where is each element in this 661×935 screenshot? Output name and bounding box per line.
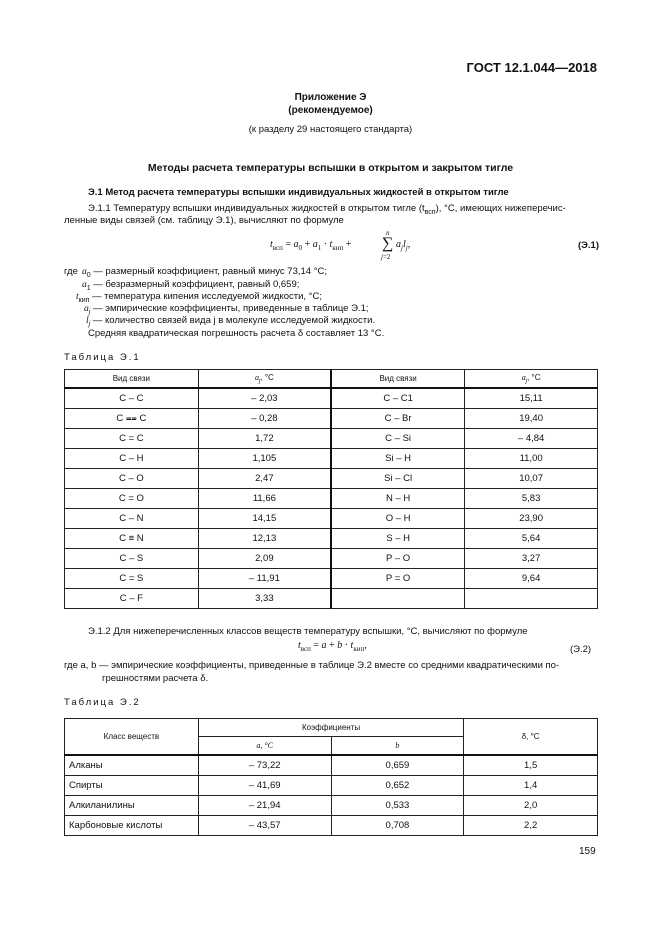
table-2-caption: Таблица Э.2 (64, 697, 141, 708)
table-cell: N – H (331, 489, 465, 509)
where-line-2: грешностями расчета δ. (102, 673, 209, 684)
table-cell: 5,64 (465, 529, 598, 549)
appendix-reference: (к разделу 29 настоящего стандарта) (248, 124, 413, 135)
table-1-header (65, 370, 598, 389)
table-row (65, 776, 598, 796)
header-delta: δ, °С (464, 719, 598, 756)
table-cell: Si – H (331, 449, 465, 469)
table-cell: Спирты (65, 776, 199, 796)
table-row (65, 509, 598, 529)
table-row (65, 449, 598, 469)
table-cell: 2,2 (464, 816, 598, 836)
table-cell: – 73,22 (198, 755, 331, 776)
table-cell: C – H (65, 449, 199, 469)
accuracy-note: Средняя квадратическая погрешность расчета δ составляет 13 °С. (88, 328, 385, 339)
table-cell: 10,07 (465, 469, 598, 489)
table-cell: P – O (331, 549, 465, 569)
paragraph-e12: Э.1.2 Для нижеперечисленных классов веществ температуру вспышки, °С, вычисляют по формуле (88, 626, 528, 637)
table-row (65, 388, 598, 409)
table-cell: 9,64 (465, 569, 598, 589)
table-cell: 1,105 (198, 449, 331, 469)
paragraph-line-1: Э.1.1 Температуру вспышки индивидуальных жидкостей в открытом тигле $(t_{всп})$, °С, имеющих нижеперечис- (88, 203, 566, 216)
formula-2-number: (Э.2) (570, 644, 592, 655)
table-cell: 1,5 (464, 755, 598, 776)
table-cell: 23,90 (465, 509, 598, 529)
header-bond-type: Вид связи (65, 370, 199, 389)
table-row (65, 796, 598, 816)
formula-1: $t_{всп} = a_0 + a_1 \cdot t_{кип}$ + n ∑ j=2 $a_jl_j$, (270, 229, 411, 261)
table-cell: – 21,94 (198, 796, 331, 816)
table-cell: 11,00 (465, 449, 598, 469)
table-cell: C – C (65, 388, 199, 409)
table-2 (64, 718, 598, 836)
header-b: b (331, 737, 464, 756)
formula-2: $t_{всп} = a + b \cdot t_{кип}$, (298, 640, 367, 653)
table-cell: Алканы (65, 755, 199, 776)
table-1 (64, 369, 598, 609)
definition-item: $t_{кип}$ — температура кипения исследуемой жидкости, °С; (76, 291, 322, 304)
table-cell: – 43,57 (198, 816, 331, 836)
definition-item: $a_0$ — размерный коэффициент, равный минус 73,14 °С; (82, 266, 328, 279)
table-cell: – 11,91 (198, 569, 331, 589)
table-row (65, 569, 598, 589)
table-cell: Алкиланилины (65, 796, 199, 816)
table-cell: C – Si (331, 429, 465, 449)
definition-item: $a_j$ — эмпирические коэффициенты, приведенные в таблице Э.1; (84, 303, 369, 316)
formula-1-number: (Э.1) (578, 240, 600, 251)
table-cell: 2,09 (198, 549, 331, 569)
table-row (65, 549, 598, 569)
table-cell: 11,66 (198, 489, 331, 509)
table-2-header-row (65, 719, 598, 737)
table-cell: 3,33 (198, 589, 331, 609)
table-cell: 19,40 (465, 409, 598, 429)
appendix-status: (рекомендуемое) (288, 105, 373, 116)
table-cell: C ⩵ C (65, 409, 199, 429)
table-cell: Si – Cl (331, 469, 465, 489)
table-row (65, 755, 598, 776)
table-cell: C – S (65, 549, 199, 569)
where-line-1: где a, b — эмпирические коэффициенты, приведенные в таблице Э.2 вместе со средними квадратическими по- (64, 660, 560, 671)
table-cell: 0,708 (331, 816, 464, 836)
table-cell: 14,15 (198, 509, 331, 529)
main-title: Методы расчета температуры вспышки в открытом и закрытом тигле (147, 162, 514, 174)
table-cell: C – F (65, 589, 199, 609)
table-cell: 0,659 (331, 755, 464, 776)
table-cell: 1,4 (464, 776, 598, 796)
table-cell: – 2,03 (198, 388, 331, 409)
table-cell: C – O (65, 469, 199, 489)
table-cell: 2,47 (198, 469, 331, 489)
table-row (65, 429, 598, 449)
table-cell: C = S (65, 569, 199, 589)
definition-item: $a_1$ — безразмерный коэффициент, равный 0,659; (82, 279, 300, 292)
table-row (65, 469, 598, 489)
table-cell (331, 589, 465, 609)
table-cell: 3,27 (465, 549, 598, 569)
table-cell: P = O (331, 569, 465, 589)
defs-prefix: где (64, 266, 78, 277)
table-cell: O – H (331, 509, 465, 529)
header-coefficient: $a_j$, °С (465, 370, 598, 389)
standard-number: ГОСТ 12.1.044—2018 (466, 60, 597, 75)
table-cell: C ≡ N (65, 529, 199, 549)
table-cell (465, 589, 598, 609)
table-cell: – 0,28 (198, 409, 331, 429)
table-1-caption: Таблица Э.1 (64, 352, 141, 363)
table-cell: 15,11 (465, 388, 598, 409)
header-coefficient: $a_j$, °С (198, 370, 331, 389)
table-cell: 0,533 (331, 796, 464, 816)
table-cell: C – N (65, 509, 199, 529)
table-cell: – 41,69 (198, 776, 331, 796)
section-heading: Э.1 Метод расчета температуры вспышки индивидуальных жидкостей в открытом тигле (88, 187, 509, 198)
paragraph-line-2: ленные виды связей (см. таблицу Э.1), вычисляют по формуле (64, 215, 344, 226)
table-row (65, 589, 598, 609)
header-a: a, °С (198, 737, 331, 756)
table-cell: C = O (65, 489, 199, 509)
definition-item: $l_j$ — количество связей вида j в молекуле исследуемой жидкости. (86, 315, 376, 328)
table-cell: C – C1 (331, 388, 465, 409)
table-row (65, 529, 598, 549)
table-row (65, 409, 598, 429)
header-coefficients: Коэффициенты (198, 719, 463, 737)
table-cell: 2,0 (464, 796, 598, 816)
table-cell: C = C (65, 429, 199, 449)
table-cell: 5,83 (465, 489, 598, 509)
table-cell: S – H (331, 529, 465, 549)
table-row (65, 816, 598, 836)
page-number: 159 (579, 846, 596, 857)
table-cell: 1,72 (198, 429, 331, 449)
header-class: Класс веществ (65, 719, 199, 756)
table-cell: Карбоновые кислоты (65, 816, 199, 836)
table-row (65, 489, 598, 509)
table-cell: 12,13 (198, 529, 331, 549)
appendix-title: Приложение Э (294, 92, 367, 103)
table-cell: 0,652 (331, 776, 464, 796)
header-bond-type: Вид связи (331, 370, 465, 389)
table-cell: C – Br (331, 409, 465, 429)
table-cell: – 4,84 (465, 429, 598, 449)
